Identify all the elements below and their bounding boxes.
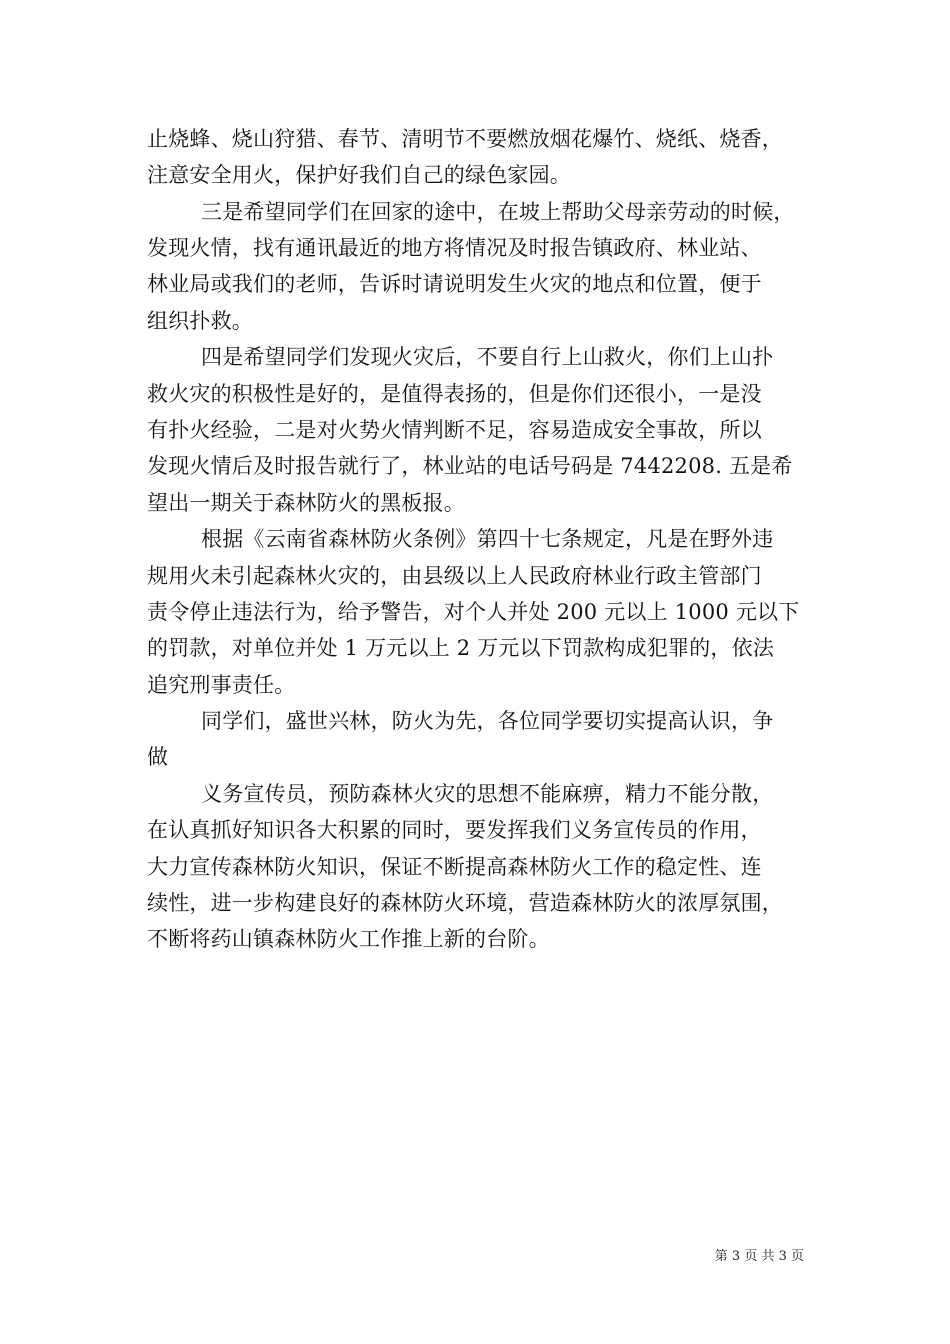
body-line: 组织扑救。	[147, 309, 253, 333]
body-line: 有扑火经验，二是对火势火情判断不足，容易造成安全事故，所以	[147, 418, 762, 442]
body-line: 四是希望同学们发现火灾后，不要自行上山救火，你们上山扑	[201, 345, 774, 369]
body-line: 做	[147, 745, 169, 769]
body-line: 追究刑事责任。	[147, 673, 296, 697]
body-line: 规用火未引起森林火灾的，由县级以上人民政府林业行政主管部门	[147, 564, 762, 588]
body-line: 在认真抓好知识各大积累的同时，要发挥我们义务宣传员的作用，	[147, 818, 762, 842]
body-line: 注意安全用火，保护好我们自己的绿色家园。	[147, 163, 571, 187]
body-line: 望出一期关于森林防火的黑板报。	[147, 491, 465, 515]
body-line: 发现火情后及时报告就行了，林业站的电话号码是 7442208. 五是希	[147, 454, 793, 478]
body-line: 义务宣传员，预防森林火灾的思想不能麻痹，精力不能分散，	[201, 782, 774, 806]
body-line: 同学们，盛世兴林，防火为先，各位同学要切实提高认识，争	[201, 709, 774, 733]
body-line: 林业局或我们的老师，告诉时请说明发生火灾的地点和位置，便于	[147, 272, 762, 296]
body-line: 大力宣传森林防火知识，保证不断提高森林防火工作的稳定性、连	[147, 855, 762, 879]
body-line: 责令停止违法行为，给予警告，对个人并处 200 元以上 1000 元以下	[147, 600, 800, 624]
body-line: 发现火情，找有通讯最近的地方将情况及时报告镇政府、林业站、	[147, 236, 762, 260]
body-line: 续性，进一步构建良好的森林防火环境，营造森林防火的浓厚氛围，	[147, 891, 783, 915]
body-line: 三是希望同学们在回家的途中，在坡上帮助父母亲劳动的时候，	[201, 200, 795, 224]
body-line: 不断将药山镇森林防火工作推上新的台阶。	[147, 927, 550, 951]
body-line: 根据《云南省森林防火条例》第四十七条规定，凡是在野外违	[201, 527, 774, 551]
page-number: 第 3 页 共 3 页	[714, 1249, 804, 1264]
body-line: 的罚款，对单位并处 1 万元以上 2 万元以下罚款构成犯罪的，依法	[147, 636, 775, 660]
body-line: 救火灾的积极性是好的，是值得表扬的，但是你们还很小，一是没	[147, 382, 762, 406]
body-line: 止烧蜂、烧山狩猎、春节、清明节不要燃放烟花爆竹、烧纸、烧香，	[147, 127, 783, 151]
